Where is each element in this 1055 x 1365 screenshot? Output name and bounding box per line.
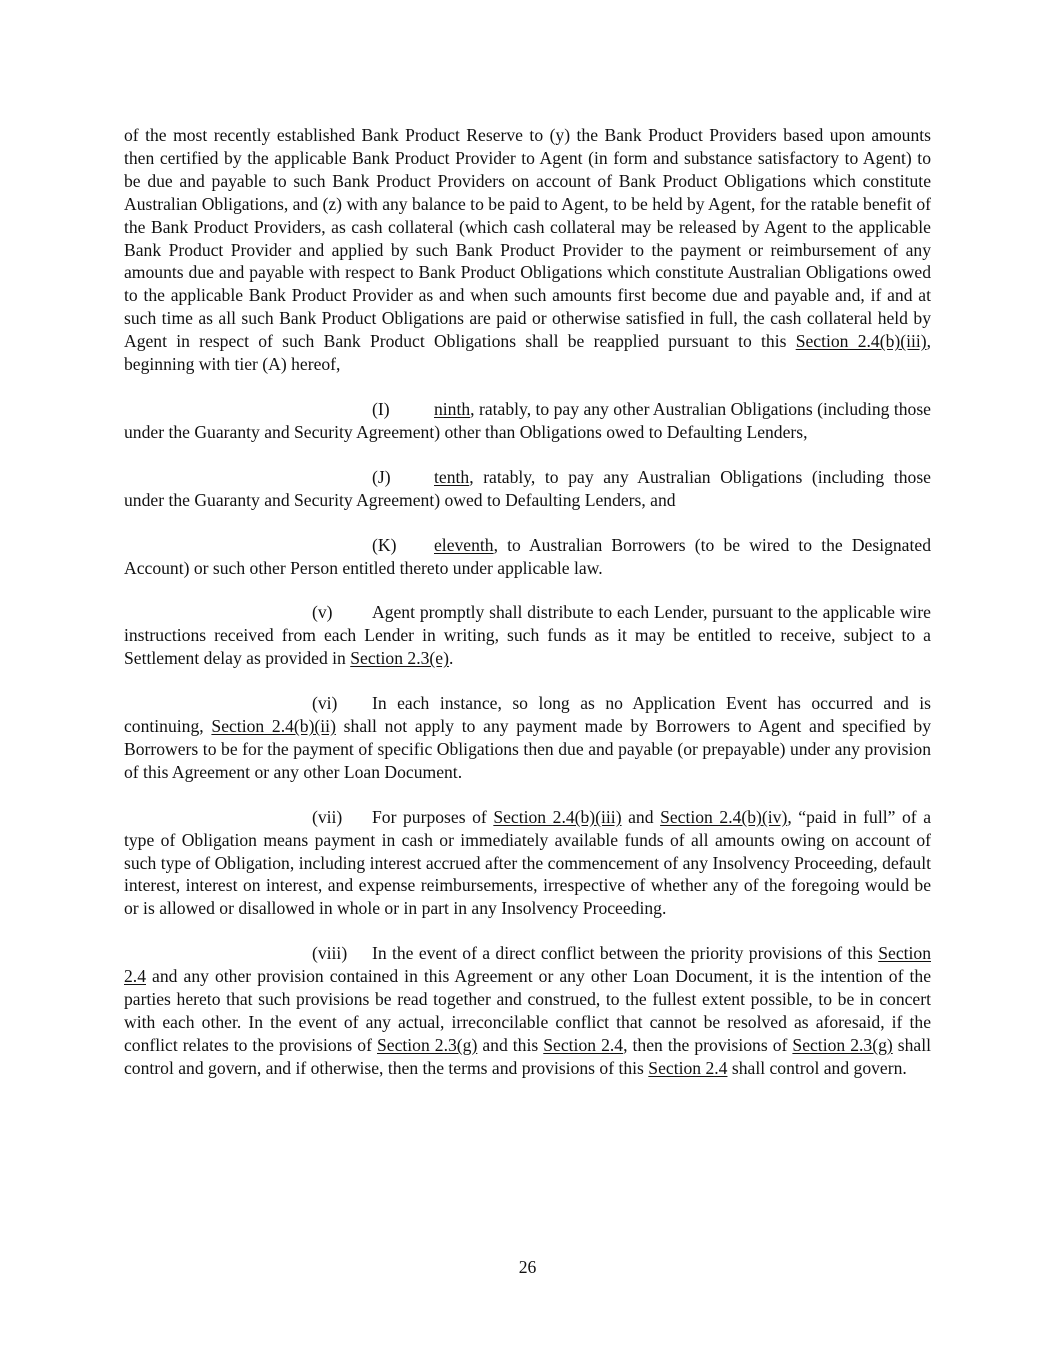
section-reference: ninth: [434, 398, 471, 419]
text-segment: , ratably, to pay any Australian Obligations (including those under the Guaranty and Security Agreement) owed to Defaulting Lenders, and: [124, 466, 931, 510]
text-segment: shall control and govern.: [727, 1057, 907, 1078]
text-segment: In each instance, so long as no Application Event has occurred and is continuing,: [124, 693, 931, 737]
text-segment: .: [448, 648, 454, 669]
section-reference: Section 2.4: [124, 943, 931, 987]
paragraph: [124, 124, 931, 376]
text-segment: , beginning with tier (A) hereof,: [124, 331, 932, 375]
clause-marker: (viii): [312, 943, 348, 964]
text-segment: of the most recently established Bank Product Reserve to (y) the Bank Product Providers based upon amounts then certified by the applicable Bank Product Provider to Agent (in form and substance satisfactory to Agent) to be due and payable to such Bank Product Providers on account of Bank Product Obligations which constitute Australian Obligations, and (z) with any balance to be paid to Agent, to be held by Agent, for the ratable benefit of the Bank Product Providers, as cash collateral (which cash collateral may be released by Agent to the applicable Bank Product Provider and applied by such Bank Product Provider to the payment or reimbursement of any amounts due and payable with respect to Bank Product Obligations which constitute Australian Obligations owed to the applicable Bank Product Provider as and when such amounts first become due and payable and, if and at such time as all such Bank Product Obligations are paid or otherwise satisfied in full, the cash collateral held by Agent in respect of such Bank Product Obligations shall be reapplied pursuant to this: [124, 125, 931, 352]
clause-marker: (K): [372, 534, 397, 555]
text-segment: shall control and govern, and if otherwise, then the terms and provisions of this: [124, 1034, 931, 1078]
text-segment: shall not apply to any payment made by Borrowers to Agent and specified by Borrowers to be for the payment of specific Obligations then due and payable (or prepayable) under any provision of this Agreement or any other Loan Document.: [124, 716, 932, 782]
text-segment: and this: [477, 1034, 544, 1055]
clause-marker: (vi): [312, 693, 338, 714]
section-reference: eleventh: [434, 534, 494, 555]
section-reference: Section 2.4(b)(iii): [493, 806, 622, 827]
paragraph: [124, 942, 931, 1079]
section-reference: Section 2.4(b)(iii): [795, 331, 927, 352]
text-segment: For purposes of: [372, 806, 494, 827]
section-reference: Section 2.3(e): [350, 648, 449, 669]
paragraph: [124, 534, 931, 580]
text-segment: In the event of a direct conflict between the priority provisions of this: [372, 943, 879, 964]
paragraph: [124, 692, 931, 784]
text-segment: and any other provision contained in this Agreement or any other Loan Document, it is the intention of the parties hereto that such provisions be read together and construed, to the fullest extent possible, to be in concert with each other. In the event of any actual, irreconcilable conflict that cannot be resolved as aforesaid, if the conflict relates to the provisions of: [124, 966, 931, 1055]
paragraph: [124, 398, 931, 444]
clause-marker: (I): [372, 398, 390, 419]
section-reference: Section 2.4(b)(iv): [660, 806, 788, 827]
section-reference: Section 2.3(g): [377, 1034, 478, 1055]
clause-marker: (vii): [312, 806, 343, 827]
text-segment: , then the provisions of: [623, 1034, 793, 1055]
section-reference: Section 2.3(g): [792, 1034, 893, 1055]
clause-marker: (v): [312, 602, 333, 623]
text-segment: , ratably, to pay any other Australian Obligations (including those under the Guaranty and Security Agreement) other than Obligations owed to Defaulting Lenders,: [124, 398, 931, 442]
section-reference: Section 2.4: [648, 1057, 728, 1078]
text-segment: , to Australian Borrowers (to be wired to the Designated Account) or such other Person entitled thereto under applicable law.: [124, 534, 931, 578]
section-reference: tenth: [434, 466, 470, 487]
paragraph: [124, 466, 931, 512]
page-number: 26: [518, 1257, 537, 1277]
document-body: [124, 124, 931, 1102]
section-reference: Section 2.4: [543, 1034, 624, 1055]
paragraph: [124, 806, 931, 921]
text-segment: , “paid in full” of a type of Obligation means payment in cash or immediately available funds of all amounts owing on account of such type of Obligation, including interest accrued after the commencement of any Insolvency Proceeding, default interest, interest on interest, and expense reimbursements, irrespective of whether any of the foregoing would be or is allowed or disallowed in whole or in part in any Insolvency Proceeding.: [124, 806, 932, 919]
text-segment: Agent promptly shall distribute to each Lender, pursuant to the applicable wire instructions received from each Lender in writing, such funds as it may be entitled to receive, subject to a Settlement delay as provided in: [124, 602, 931, 669]
clause-marker: (J): [372, 466, 391, 487]
paragraph: [124, 601, 931, 670]
section-reference: Section 2.4(b)(ii): [211, 716, 336, 737]
text-segment: and: [621, 806, 661, 827]
